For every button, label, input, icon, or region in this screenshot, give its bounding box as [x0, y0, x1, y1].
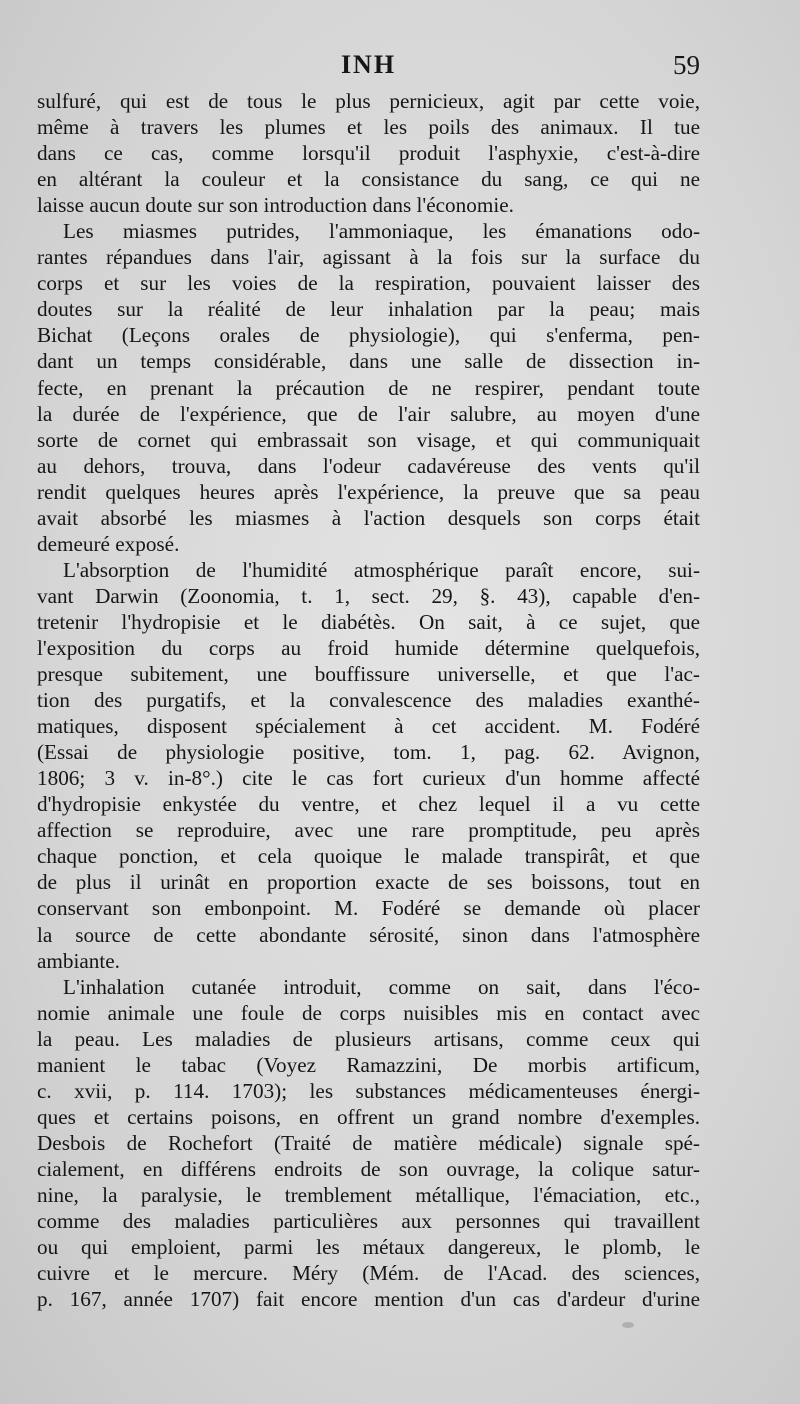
text-line: l'exposition du corps au froid humide détermine quelquefois,	[37, 635, 700, 660]
text-line: la durée de l'expérience, que de l'air salubre, au moyen d'une	[37, 401, 700, 426]
text-line: L'inhalation cutanée introduit, comme on sait, dans l'éco-	[63, 974, 700, 999]
text-line: demeuré exposé.	[37, 531, 180, 556]
text-line: rantes répandues dans l'air, agissant à la fois sur la surface du	[37, 245, 700, 270]
text-line: presque subitement, une bouffissure universelle, et que l'ac-	[37, 662, 700, 687]
text-line: ou qui emploient, parmi les métaux dangereux, le plomb, le	[37, 1235, 700, 1260]
text-line: conservant son embonpoint. M. Fodéré se demande où placer	[37, 896, 700, 921]
text-line: manient le tabac (Voyez Ramazzini, De morbis artificum,	[37, 1052, 700, 1077]
text-line: Bichat (Leçons orales de physiologie), qui s'enferma, pen-	[37, 323, 700, 348]
text-line: comme des maladies particulières aux personnes qui travaillent	[37, 1209, 700, 1234]
text-line: chaque ponction, et cela quoique le malade transpirât, et que	[37, 844, 700, 869]
running-head: INH	[340, 50, 397, 79]
text-line: vant Darwin (Zoonomia, t. 1, sect. 29, §. 43), capable d'en-	[37, 583, 700, 608]
text-line: 1806; 3 v. in-8°.) cite le cas fort curieux d'un homme affecté	[37, 766, 700, 791]
text-line: sorte de cornet qui embrassait son visage, et qui communiquait	[37, 427, 700, 452]
text-line: L'absorption de l'humidité atmosphérique paraît encore, sui-	[63, 557, 700, 582]
text-line: fecte, en prenant la précaution de ne respirer, pendant toute	[37, 375, 700, 400]
text-line: corps et sur les voies de la respiration, pouvaient laisser des	[37, 271, 700, 296]
text-line: même à travers les plumes et les poils des animaux. Il tue	[37, 115, 700, 140]
text-line: d'hydropisie enkystée du ventre, et chez lequel il a vu cette	[37, 792, 700, 817]
text-line: cialement, en différens endroits de son ouvrage, la colique satur-	[37, 1156, 700, 1181]
text-line: Les miasmes putrides, l'ammoniaque, les émanations odo-	[63, 219, 700, 244]
text-line: tion des purgatifs, et la convalescence des maladies exanthé-	[37, 688, 700, 713]
text-line: laisse aucun doute sur son introduction dans l'économie.	[37, 193, 514, 218]
text-line: dans ce cas, comme lorsqu'il produit l'asphyxie, c'est-à-dire	[37, 141, 700, 166]
text-line: c. xvii, p. 114. 1703); les substances médicamenteuses énergi-	[37, 1078, 700, 1103]
text-line: avait absorbé les miasmes à l'action desquels son corps était	[37, 505, 700, 530]
text-line: la peau. Les maladies de plusieurs artisans, comme ceux qui	[37, 1026, 700, 1051]
text-line: Desbois de Rochefort (Traité de matière médicale) signale spé-	[37, 1130, 700, 1155]
text-line: rendit quelques heures après l'expérience, la preuve que sa peau	[37, 479, 700, 504]
text-line: de plus il urinât en proportion exacte de ses boissons, tout en	[37, 870, 700, 895]
text-line: matiques, disposent spécialement à cet accident. M. Fodéré	[37, 714, 700, 739]
text-line: doutes sur la réalité de leur inhalation par la peau; mais	[37, 297, 700, 322]
text-line: ambiante.	[37, 948, 120, 973]
text-line: sulfuré, qui est de tous le plus pernicieux, agit par cette voie,	[37, 89, 700, 113]
text-line: au dehors, trouva, dans l'odeur cadavéreuse des vents qu'il	[37, 453, 700, 478]
text-line: p. 167, année 1707) fait encore mention d'un cas d'ardeur d'urine	[37, 1287, 700, 1312]
text-line: nine, la paralysie, le tremblement métallique, l'émaciation, etc.,	[37, 1182, 700, 1207]
page-number: 59	[673, 50, 700, 80]
text-line: la source de cette abondante sérosité, sinon dans l'atmosphère	[37, 922, 700, 947]
text-line: affection se reproduire, avec une rare promptitude, peu après	[37, 818, 700, 843]
page-header	[37, 50, 700, 88]
ink-blot	[622, 1322, 634, 1328]
text-line: cuivre et le mercure. Méry (Mém. de l'Acad. des sciences,	[37, 1261, 700, 1286]
text-line: nomie animale une foule de corps nuisibles mis en contact avec	[37, 1000, 700, 1025]
text-line: (Essai de physiologie positive, tom. 1, pag. 62. Avignon,	[37, 740, 700, 765]
text-line: dant un temps considérable, dans une salle de dissection in-	[37, 349, 700, 374]
text-line: en altérant la couleur et la consistance du sang, ce qui ne	[37, 167, 700, 192]
body-text	[37, 88, 700, 1312]
text-line: tretenir l'hydropisie et le diabétès. On sait, à ce sujet, que	[37, 609, 700, 634]
text-line: ques et certains poisons, en offrent un grand nombre d'exemples.	[37, 1104, 700, 1129]
